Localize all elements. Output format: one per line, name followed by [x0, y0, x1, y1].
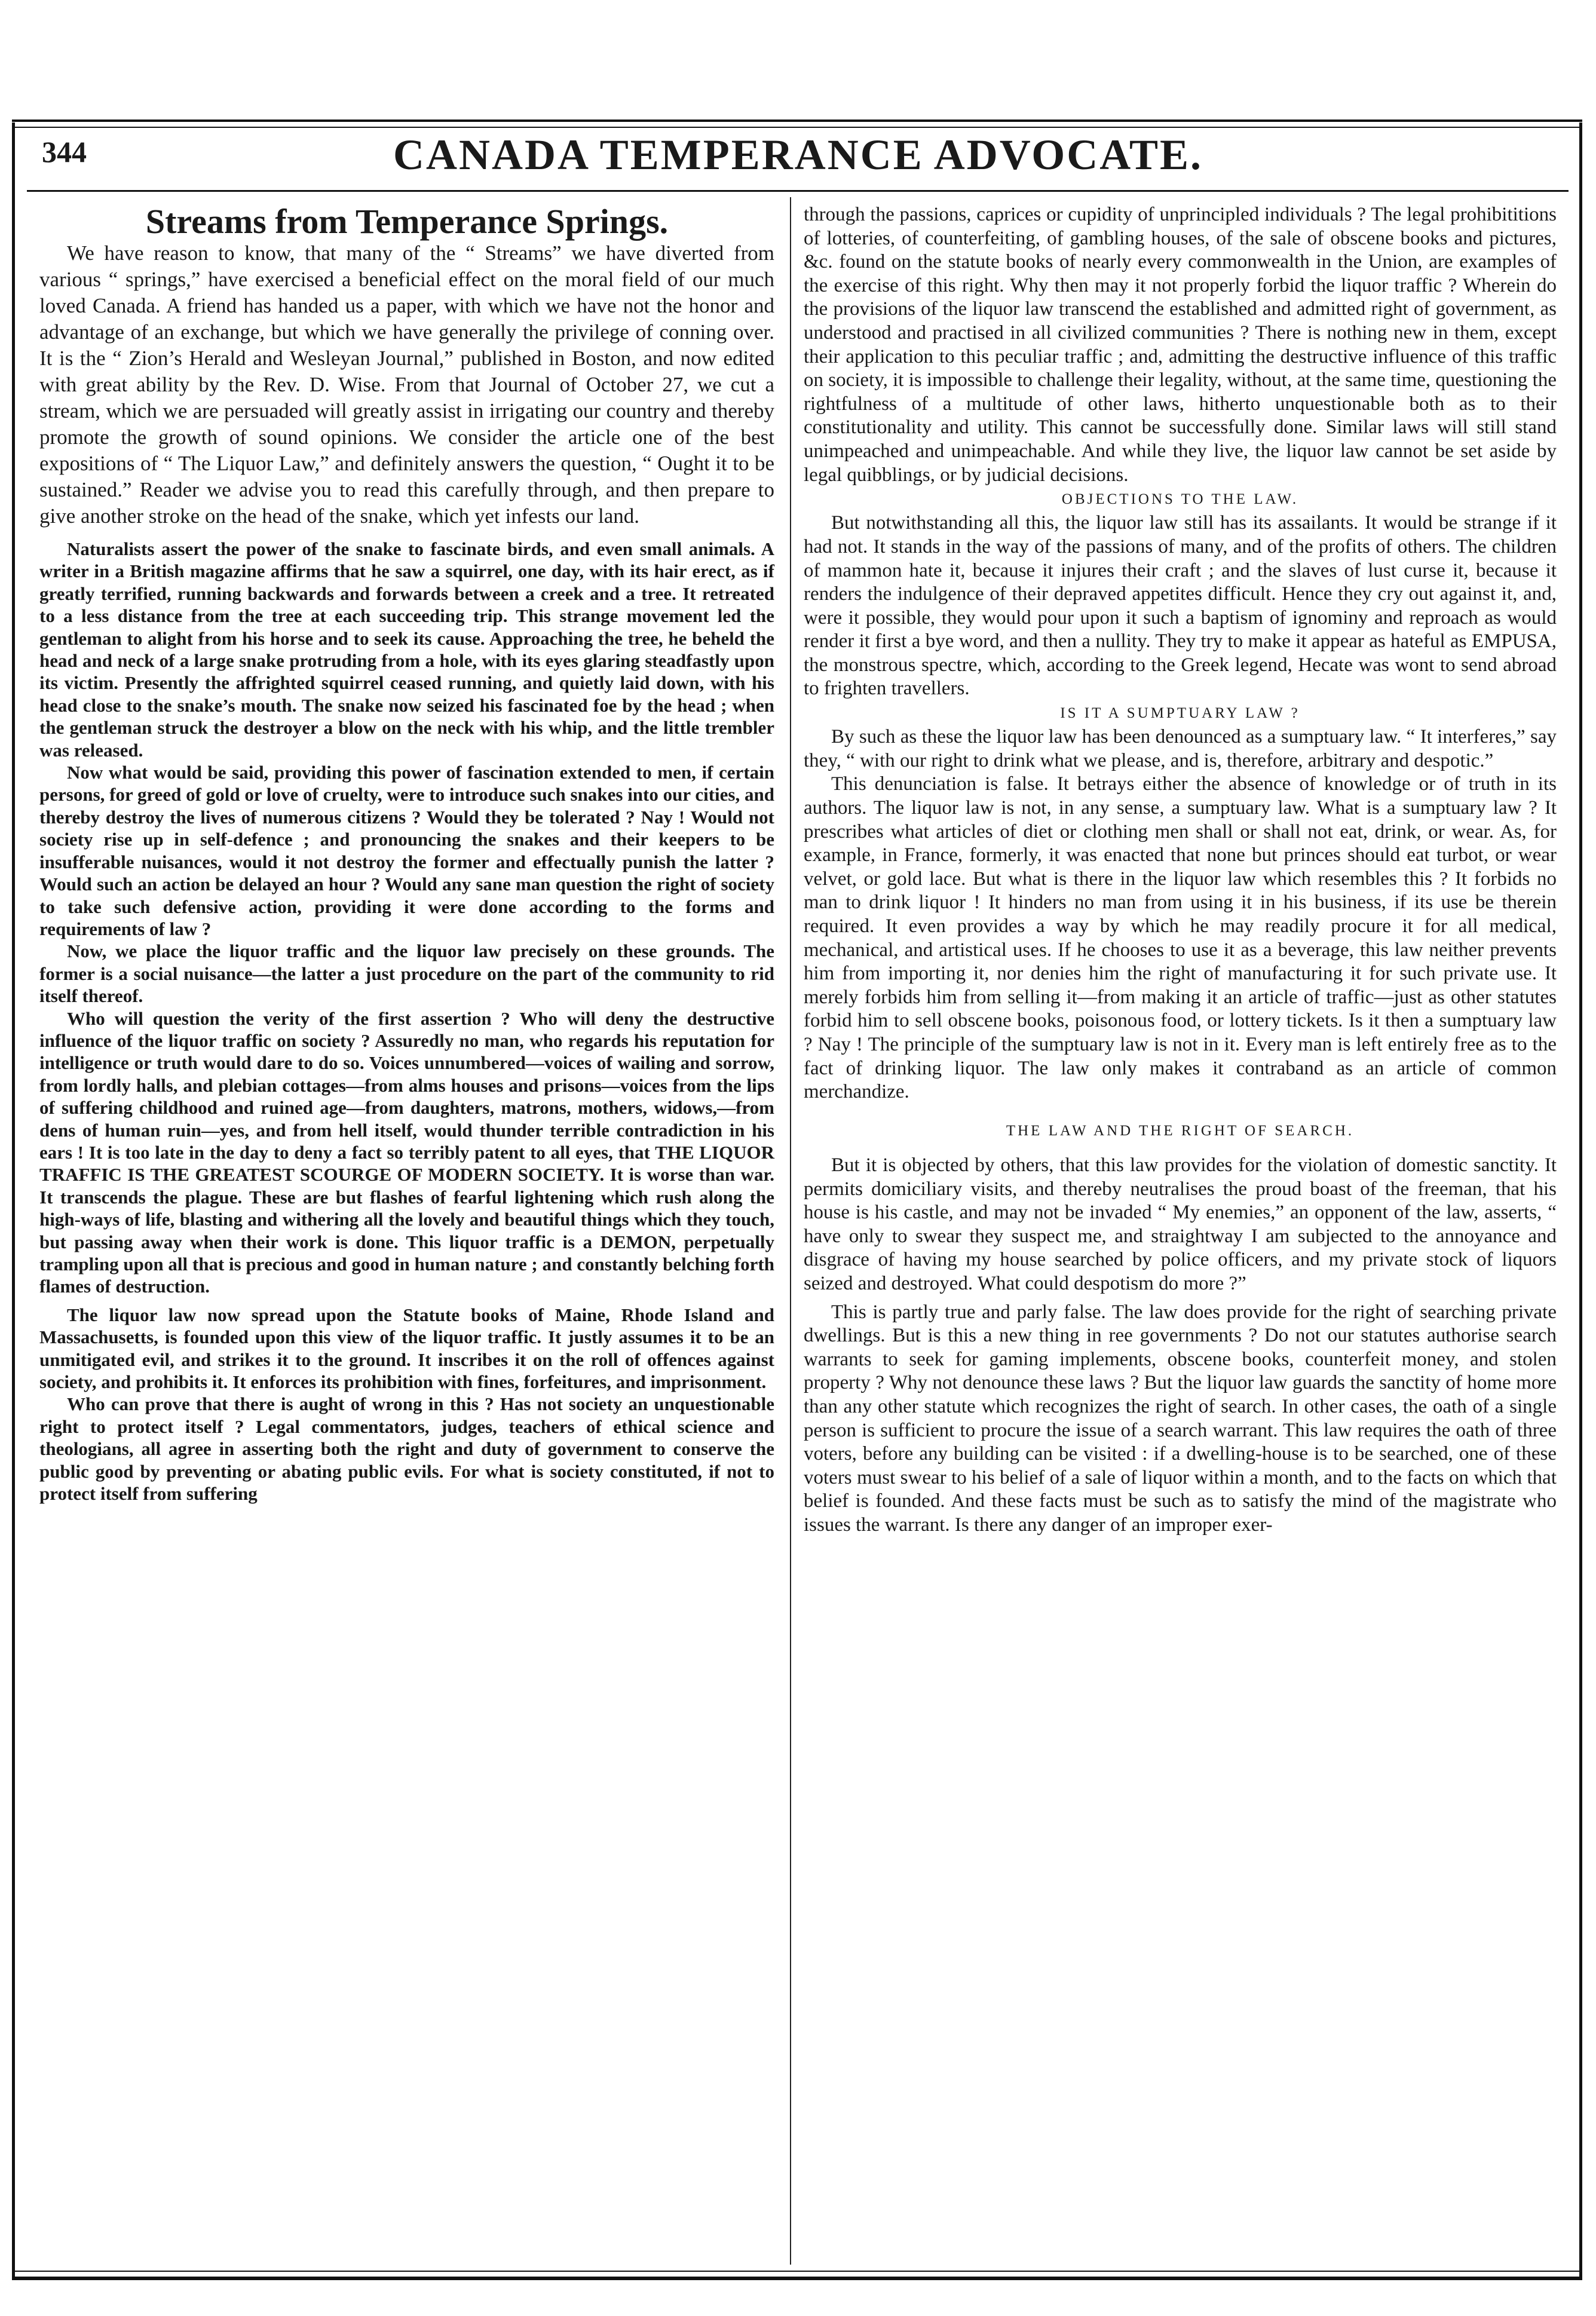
right-column	[804, 203, 1557, 1537]
paragraph-wrong: Who can prove that there is aught of wrong in this ? Has not society an unquestionable right to protect itself ? Legal commentators, judges, teachers of ethical science and theologians, all agree in asserting both the right and duty of government to conserve the public good by preventing or abating public evils. For what is society constituted, if not to protect itself from suffering	[39, 1393, 774, 1505]
paragraph-denounced: By such as these the liquor law has been denounced as a sumptuary law. “ It interferes,” say they, “ with our right to drink what we please, and is, therefore, arbitrary and despotic.”	[804, 726, 1557, 771]
paragraph-snake: Naturalists assert the power of the snake to fascinate birds, and even small animals. A writer in a British magazine affirms that he saw a squirrel, one day, with its hair erect, as if greatly terrified, running backwards and forwards between a creek and a tree. It retreated to a less distance from the tree at each succeeding trip. This strange movement led the gentleman to alight from his horse and to seek its cause. Approaching the tree, he beheld the head and neck of a large snake protruding from a hole, with its eyes glaring steadfastly upon its victim. Presently the affrighted squirrel ceased running, and quietly laid down, with his head close to the snake’s mouth. The snake now seized his fascinated foe by the head ; when the gentleman struck the destroyer a blow on the neck with his whip, and the little trembler was released.	[39, 538, 774, 761]
intro-paragraph: We have reason to know, that many of the “ Streams” we have diverted from various “ springs,” have exercised a beneficial effect on the moral field of our much loved Canada. A friend has handed us a paper, with which we have not the honor and advantage of an exchange, but which we have generally the privilege of conning over. It is the “ Zion’s Herald and Wesleyan Journal,” published in Boston, and now edited with great ability by the Rev. D. Wise. From that Journal of October 27, we cut a stream, which we are persuaded will greatly assist in irrigating our country and thereby promote the growth of sound opinions. We consider the article one of the best expositions of “ The Liquor Law,” and definitely answers the question, “ Ought it to be sustained.” Reader we advise you to read this carefully through, and then prepare to give another stroke on the head of the snake, which yet infests our land.	[39, 241, 774, 528]
column-divider	[790, 197, 791, 2265]
subhead-sumptuary: IS IT A SUMPTUARY LAW ?	[1060, 705, 1300, 722]
frame-bottom-rule	[12, 2277, 1582, 2280]
page-number: 344	[42, 135, 87, 169]
frame-bottom-rule-inner	[12, 2271, 1582, 2272]
left-column	[39, 203, 774, 1505]
masthead-title: CANADA TEMPERANCE ADVOCATE.	[393, 131, 1203, 179]
article-title: Streams from Temperance Springs.	[145, 202, 669, 241]
paragraph-objected: But it is objected by others, that this law provides for the violation of domestic sanctity. It permits domiciliary visits, and thereby neutralises the proud boast of the freeman, that his house is his castle, and may not be invaded “ My enemies,” an opponent of the law, asserts, “ have only to swear they suspect me, and straightway I am subjected to the annoyance and disgrace of having my house searched by police officers, and my private stock of liquors seized and destroyed. What could despotism do more ?”	[804, 1154, 1557, 1294]
subhead-objections: OBJECTIONS TO THE LAW.	[1061, 491, 1299, 508]
paragraph-fascination: Now what would be said, providing this power of fascination extended to men, if certain persons, for greed of gold or love of cruelty, were to introduce such snakes into our cities, and thereby destroy the lives of numerous citizens ? Would they be tolerated ? Nay ! Would not society rise up in self-defence ; and pronouncing the snakes and their keepers to be insufferable nuisances, would it not destroy the former and effectually punish the latter ? Would such an action be delayed an hour ? Would any sane man question the right of society to take such defensive action, providing it were done according to the forms and requirements of law ?	[39, 762, 774, 939]
frame-top-rule	[12, 120, 1582, 122]
paragraph-continued: through the passions, caprices or cupidity of unprincipled individuals ? The legal prohibititions of lotteries, of counterfeiting, of gambling houses, of the sale of obscene books and pictures, &c. found on the statute books of nearly every commonwealth in the Union, are examples of the exercise of this right. Why then may it not properly forbid the liquor traffic ? Wherein do the provisions of the liquor law transcend the established and admitted right of government, as understood and practised in all civilized communities ? There is nothing new in them, except their application to this peculiar traffic ; and, admitting the destructive influence of this traffic on society, it is impossible to challenge their legality, without, at the same time, questioning the rightfulness of a multitude of other laws, hitherto unquestionable both as to their constitutionality and utility. This cannot be successfully done. Similar laws will still stand unimpeached and unimpeachable. And while they live, the liquor law cannot be set aside by legal quibblings, or by judicial decisions.	[804, 204, 1557, 486]
paragraph-partly-true: This is partly true and parly false. The law does provide for the right of searching private dwellings. But is this a new thing in ree governments ? Do not our statutes authorise search warrants to seek for gaming implements, obscene books, counterfeit money, and stolen property ? Why not denounce these laws ? But the liquor law guards the sanctity of home more than any other statute which recognizes the right of search. In other cases, the oath of a single person is sufficient to procure the issue of a search warrant. This law requires the oath of three voters, before any building can be visited : if a dwelling-house is to be searched, one of these voters must swear to his belief of a sale of liquor within a month, and to the facts on which that belief is founded. And these facts must be such as to satisfy the mind of the magistrate who issues the warrant. Is there any danger of an improper exer-	[804, 1301, 1557, 1536]
header-rule	[27, 190, 1569, 192]
subhead-search: THE LAW AND THE RIGHT OF SEARCH.	[1006, 1122, 1355, 1139]
paragraph-grounds: Now, we place the liquor traffic and the liquor law precisely on these grounds. The former is a social nuisance—the latter a just procedure on the part of the community to rid itself thereof.	[39, 941, 774, 1007]
paragraph-verity: Who will question the verity of the first assertion ? Who will deny the destructive influence of the liquor traffic on society ? Assuredly no man, who regards his reputation for intelligence or truth would dare to do so. Voices unnumbered—voices of wailing and sorrow, from lordly halls, and plebian cottages—from alms houses and prisons—voices from the lips of suffering childhood and ruined age—from daughters, matrons, mothers, widows,—from dens of human ruin—yes, and from hell itself, would thunder terrible contradiction in his ears ! It is too late in the day to deny a fact so terribly patent to all eyes, that THE LIQUOR TRAFFIC IS THE GREATEST SCOURGE OF MODERN SOCIETY. It is worse than war. It transcends the plague. These are but flashes of fearful lightening which rush along the high-ways of life, blasting and withering all the lovely and beautiful things which they touch, but passing away when their work is done. This liquor traffic is a DEMON, perpetually trampling upon all that is precious and good in human nature ; and constantly belching forth flames of destruction.	[39, 1007, 774, 1297]
paragraph-statute: The liquor law now spread upon the Statute books of Maine, Rhode Island and Massachusetts, is founded upon this view of the liquor traffic. It justly assumes it to be an unmitigated evil, and strikes it to the ground. It inscribes it on the roll of offences against society, and prohibits it. It enforces its prohibition with fines, forfeitures, and imprisonment.	[39, 1304, 774, 1393]
paragraph-denunciation: This denunciation is false. It betrays either the absence of knowledge or of truth in its authors. The liquor law is not, in any sense, a sumptuary law. What is a sumptuary law ? It prescribes what articles of diet or clothing men shall or shall not eat, drink, or wear. As, for example, in France, formerly, it was enacted that none but princes should eat turbot, or wear velvet, or gold lace. But what is there in the liquor law which resembles this ? It forbids no man to drink liquor ! It hinders no man from using it in his business, if its use be therein required. It even provides a way by which he may readily procure it for all medical, mechanical, and artistical uses. If he chooses to use it as a beverage, this law neither prevents him from importing it, nor denies him the right of manufacturing it for such private use. It merely forbids him from selling it—from making it an article of traffic—just as other statutes forbid him to sell obscene books, poisonous food, or lottery tickets. Is it then a sumptuary law ? Nay ! The principle of the sumptuary law is not in it. Every man is left entirely free as to the fact of drinking liquor. The law only makes it contraband as an article of common merchandize.	[804, 773, 1557, 1103]
paragraph-objections: But notwithstanding all this, the liquor law still has its assailants. It would be strange if it had not. It stands in the way of the passions of many, and of the profits of others. The children of mammon hate it, because it injures their craft ; and the slaves of lust curse it, because it renders the indulgence of their depraved appetites difficult. Hence they cry out against it, and, were it possible, they would pour upon it such a baptism of ignominy and reproach as would render it first a bye word, and then a nullity. They try to make it appear as hateful as EMPUSA, the monstrous spectre, which, according to the Greek legend, Hecate was wont to send abroad to frighten travellers.	[804, 512, 1557, 700]
